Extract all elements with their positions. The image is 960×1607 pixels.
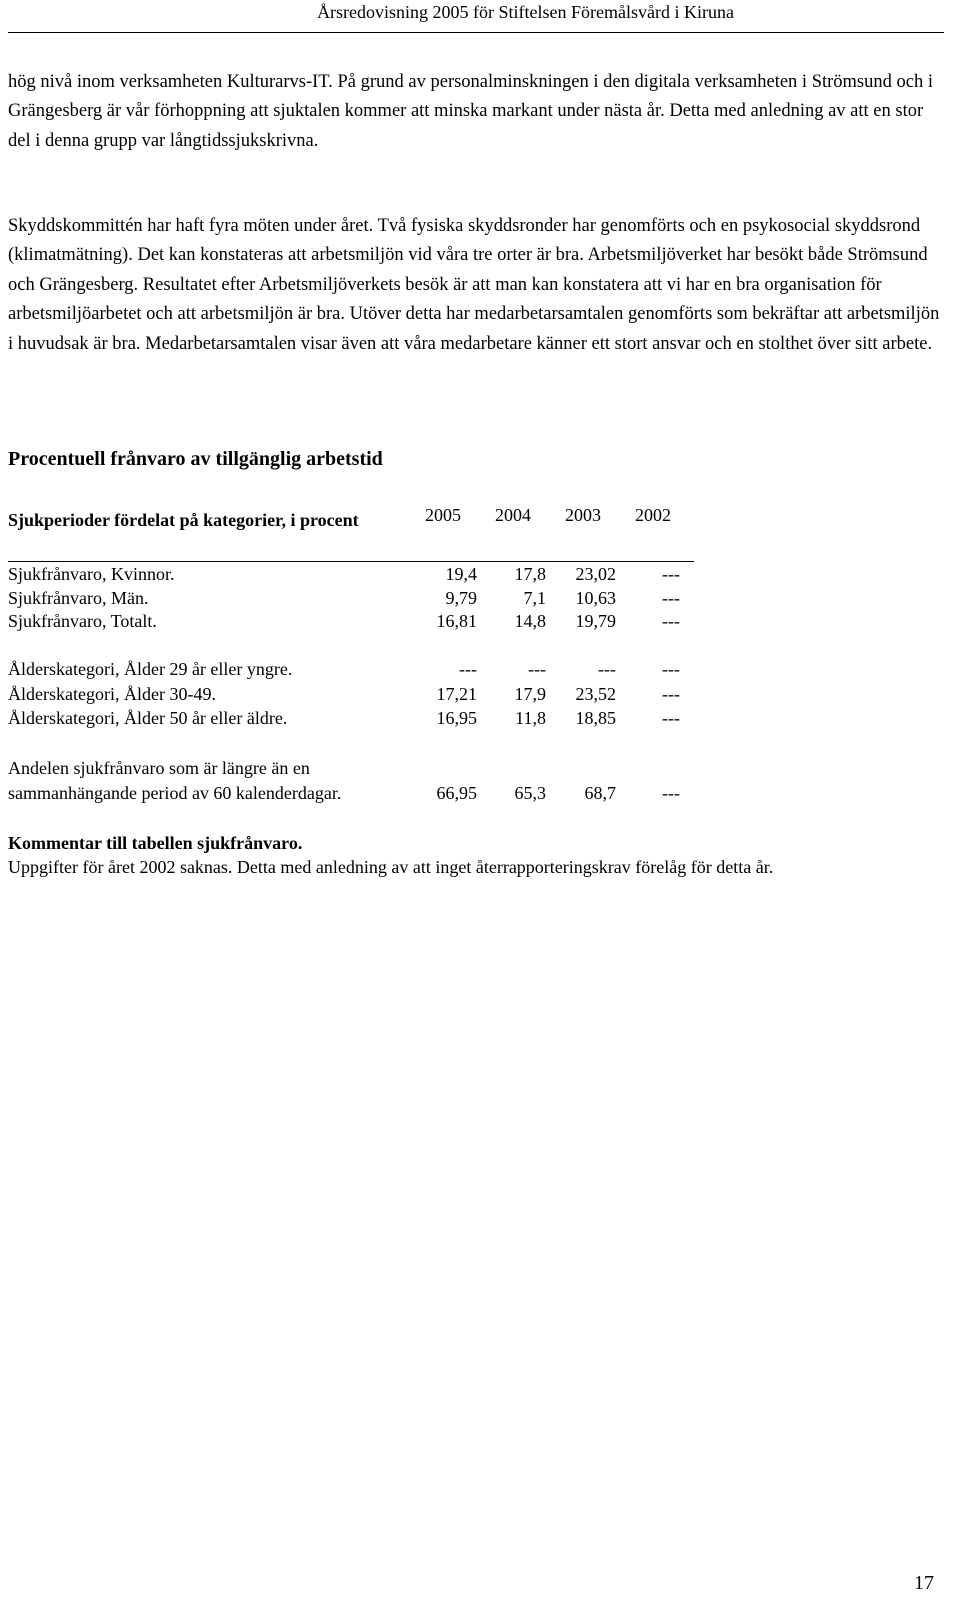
cell-2003: 19,79 bbox=[575, 611, 616, 631]
table-row bbox=[8, 586, 708, 610]
year-header-2002: 2002 bbox=[635, 505, 671, 525]
paragraph-safety-committee: Skyddskommittén har haft fyra möten under året. Två fysiska skyddsronder har genomförts och en psykosocial skyddsrond (klimatmätning). Det kan konstateras att arbetsmiljön vid våra tre orter är bra. Arbetsmiljöverket har besökt både Strömsund och Grängesberg. Resultatet efter Arbetsmiljöverkets besök är att man kan konstatera att vi har en bra organisation för arbetsmiljöarbetet och att arbetsmiljön är bra. Utöver detta har medarbetarsamtalen genomförts som bekräftar att arbetsmiljön i huvudsak är bra. Medarbetarsamtalen visar även att våra medarbetare känner ett stort ansvar och en stolthet över sitt arbete. bbox=[8, 216, 940, 354]
cell-2002: --- bbox=[662, 684, 680, 704]
year-header-2004: 2004 bbox=[495, 505, 531, 525]
comment-title: Kommentar till tabellen sjukfrånvaro. bbox=[8, 833, 303, 853]
cell-2003: 10,63 bbox=[575, 588, 616, 608]
cell-2005: 66,95 bbox=[436, 783, 477, 803]
running-header: Årsredovisning 2005 för Stiftelsen Föremålsvård i Kiruna bbox=[317, 2, 734, 22]
cell-2005: --- bbox=[459, 659, 477, 679]
row-label: Sjukfrånvaro, Män. bbox=[8, 588, 149, 608]
row-label: Ålderskategori, Ålder 50 år eller äldre. bbox=[8, 708, 288, 728]
table-row-long-term bbox=[8, 756, 708, 806]
row-label-line1: Andelen sjukfrånvaro som är längre än en bbox=[8, 758, 310, 778]
year-header-2005: 2005 bbox=[425, 505, 461, 525]
cell-2005: 19,4 bbox=[445, 564, 477, 584]
cell-2002: --- bbox=[662, 783, 680, 803]
table-row bbox=[8, 706, 708, 730]
cell-2004: 7,1 bbox=[523, 588, 546, 608]
cell-2002: --- bbox=[662, 659, 680, 679]
cell-2005: 16,81 bbox=[436, 611, 477, 631]
year-header-2003: 2003 bbox=[565, 505, 601, 525]
table-header-years bbox=[405, 505, 695, 532]
cell-2004: 14,8 bbox=[514, 611, 546, 631]
cell-2003: 18,85 bbox=[575, 708, 616, 728]
header-rule bbox=[8, 32, 944, 33]
cell-2004: 11,8 bbox=[515, 708, 546, 728]
cell-2005: 9,79 bbox=[445, 588, 477, 608]
row-label: Ålderskategori, Ålder 29 år eller yngre. bbox=[8, 659, 293, 679]
cell-2004: 17,8 bbox=[514, 564, 546, 584]
cell-2002: --- bbox=[662, 611, 680, 631]
paragraph-sick-leave: hög nivå inom verksamheten Kulturarvs-IT. På grund av personalminskningen i den digitala verksamheten i Strömsund och i Grängesberg är vår förhoppning att sjuktalen kommer att minska markant under nästa år. Detta med anledning av att en stor del i denna grupp var långtidssjukskrivna. bbox=[8, 72, 933, 151]
cell-2003: --- bbox=[598, 659, 616, 679]
cell-2005: 16,95 bbox=[436, 708, 477, 728]
section-title: Procentuell frånvaro av tillgänglig arbetstid bbox=[8, 448, 383, 470]
table-header-label: Sjukperioder fördelat på kategorier, i procent bbox=[8, 510, 359, 530]
page-number: 17 bbox=[914, 1572, 934, 1594]
row-label: Ålderskategori, Ålder 30-49. bbox=[8, 684, 216, 704]
cell-2003: 23,02 bbox=[575, 564, 616, 584]
row-label-line2: sammanhängande period av 60 kalenderdagar. bbox=[8, 783, 342, 803]
table-row bbox=[8, 562, 708, 586]
cell-2002: --- bbox=[662, 588, 680, 608]
cell-2002: --- bbox=[662, 564, 680, 584]
row-label: Sjukfrånvaro, Kvinnor. bbox=[8, 564, 175, 584]
cell-2005: 17,21 bbox=[436, 684, 477, 704]
cell-2004: 65,3 bbox=[514, 783, 546, 803]
cell-2004: 17,9 bbox=[514, 684, 546, 704]
row-label: Sjukfrånvaro, Totalt. bbox=[8, 611, 157, 631]
cell-2004: --- bbox=[528, 659, 546, 679]
table-row bbox=[8, 657, 708, 681]
cell-2003: 68,7 bbox=[584, 783, 616, 803]
comment-text: Uppgifter för året 2002 saknas. Detta med anledning av att inget återrapporteringskrav förelåg för detta år. bbox=[8, 857, 774, 877]
cell-2003: 23,52 bbox=[575, 684, 616, 704]
table-row bbox=[8, 682, 708, 706]
table-row bbox=[8, 609, 708, 633]
cell-2002: --- bbox=[662, 708, 680, 728]
